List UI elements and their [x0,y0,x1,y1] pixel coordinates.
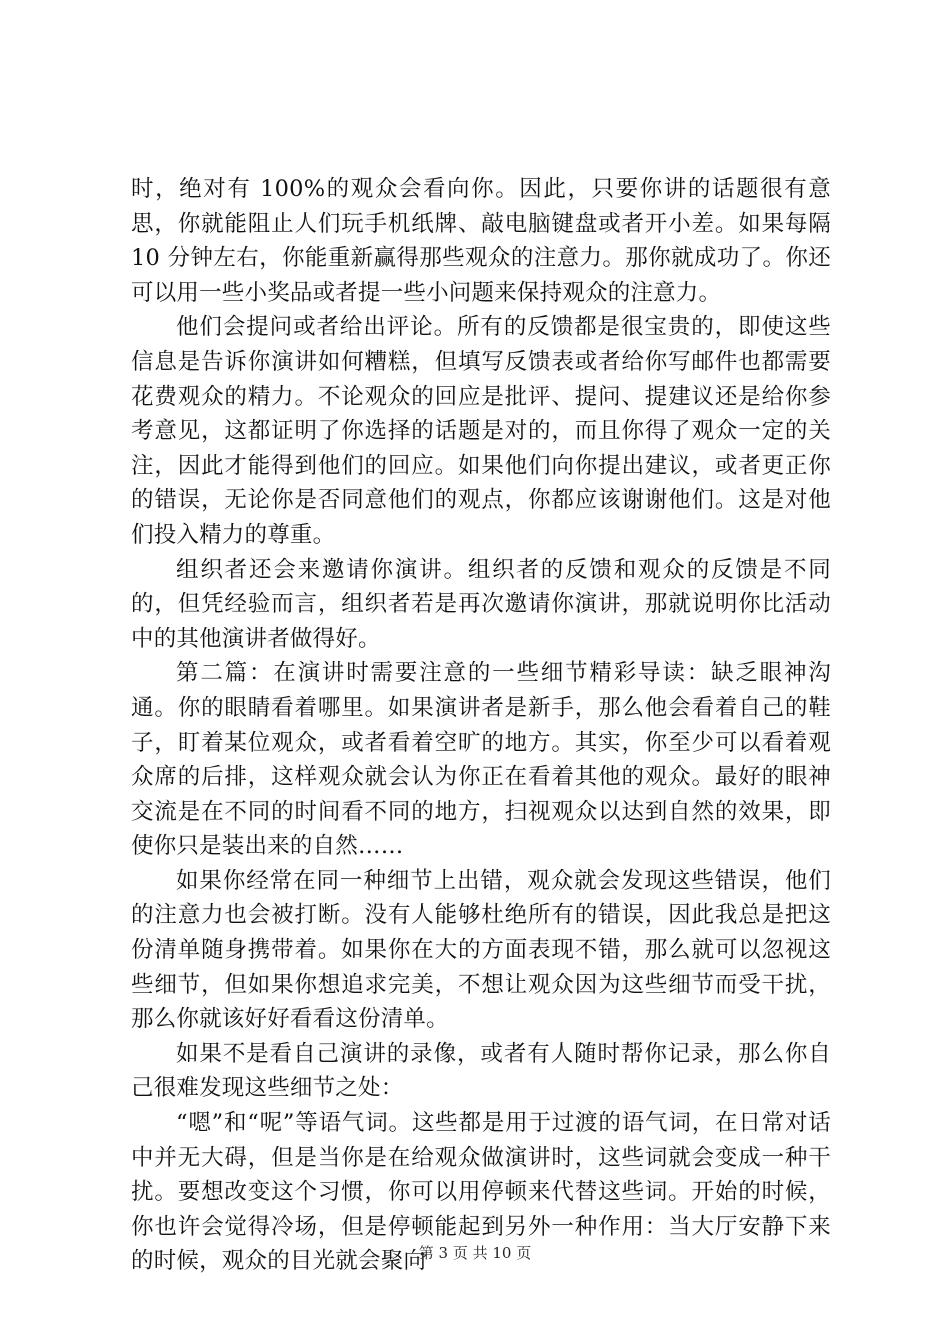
paragraph-6: 如果不是看自己演讲的录像，或者有人随时帮你记录，那么你自己很难发现这些细节之处： [131,1040,831,1102]
paragraph-3: 组织者还会来邀请你演讲。组织者的反馈和观众的反馈是不同的，但凭经验而言，组织者若是再次邀请你演讲，那就说明你比活动中的其他演讲者做得好。 [131,556,831,652]
paragraph-5: 如果你经常在同一种细节上出错，观众就会发现这些错误，他们的注意力也会被打断。没有人能够杜绝所有的错误，因此我总是把这份清单随身携带着。如果你在大的方面表现不错，那么就可以忽视这些细节，但如果你想追求完美，不想让观众因为这些细节而受干扰，那么你就该好好看看这份清单。 [131,867,831,1033]
paragraph-1: 时，绝对有 100%的观众会看向你。因此，只要你讲的话题很有意思，你就能阻止人们玩手机纸牌、敲电脑键盘或者开小差。如果每隔 10 分钟左右，你能重新赢得那些观众的注意力。那你就成功了。你还可以用一些小奖品或者提一些小问题来保持观众的注意力。 [131,176,831,306]
page-number-footer: 第 3 页 共 10 页 [418,1244,532,1262]
paragraph-4: 第二篇：在演讲时需要注意的一些细节精彩导读：缺乏眼神沟通。你的眼睛看着哪里。如果演讲者是新手，那么他会看着自己的鞋子，盯着某位观众，或者看着空旷的地方。其实，你至少可以看着观众席的后排，这样观众就会认为你正在看着其他的观众。最好的眼神交流是在不同的时间看不同的地方，扫视观众以达到自然的效果，即使你只是装出来的自然…… [131,660,831,860]
paragraph-2: 他们会提问或者给出评论。所有的反馈都是很宝贵的，即使这些信息是告诉你演讲如何糟糕，但填写反馈表或者给你写邮件也都需要花费观众的精力。不论观众的回应是批评、提问、提建议还是给你参考意见，这都证明了你选择的话题是对的，而且你得了观众一定的关注，因此才能得到他们的回应。如果他们向你提出建议，或者更正你的错误，无论你是否同意他们的观点，你都应该谢谢他们。这是对他们投入精力的尊重。 [131,314,831,548]
document-body [131,172,831,1279]
paragraph-7: “嗯”和“呢”等语气词。这些都是用于过渡的语气词，在日常对话中并无大碍，但是当你是在给观众做演讲时，这些词就会变成一种干扰。要想改变这个习惯，你可以用停顿来代替这些词。开始的时候，你也许会觉得冷场，但是停顿能起到另外一种作用：当大厅安静下来的时候，观众的目光就会聚向 [131,1110,831,1275]
